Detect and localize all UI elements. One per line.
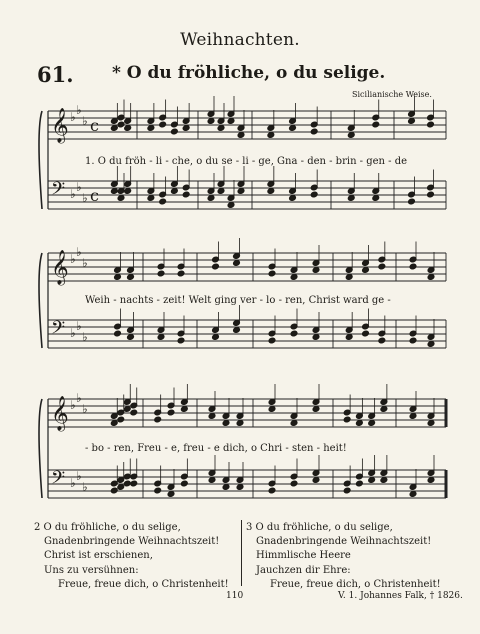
note-head — [147, 195, 155, 202]
note-head — [408, 118, 416, 125]
note-head — [117, 484, 125, 491]
flat-sign: ♭ — [76, 180, 82, 194]
note-head — [207, 118, 215, 125]
note-head — [130, 409, 138, 416]
note-head — [290, 330, 298, 337]
note-head — [290, 420, 298, 427]
note-head — [123, 480, 131, 487]
note-head — [268, 406, 276, 413]
note-head — [110, 487, 118, 494]
note-head — [427, 341, 435, 348]
note-head — [212, 263, 220, 270]
note-head — [114, 330, 122, 337]
verse-line: Himmlische Heere — [256, 550, 351, 562]
verse-line: Uns zu versühnen: — [44, 564, 139, 576]
system-brace — [39, 399, 42, 498]
flat-sign: ♭ — [70, 476, 76, 490]
note-head — [267, 132, 275, 139]
lyric-line-3: - bo - ren, Freu - e, freu - e dich, o Chri - sten - heit! — [85, 443, 347, 454]
note-head — [110, 420, 118, 427]
system-brace — [39, 111, 42, 209]
note-head — [312, 267, 320, 274]
note-head — [427, 121, 435, 128]
treble-clef: 𝄞 — [51, 396, 69, 431]
hymn-title: * O du fröhliche, o du selige. — [112, 63, 386, 83]
note-head — [124, 188, 132, 195]
verse-3 — [246, 521, 441, 592]
flat-sign: ♭ — [76, 245, 82, 259]
note-head — [343, 487, 351, 494]
note-head — [310, 128, 318, 135]
note-head — [267, 188, 275, 195]
note-head — [127, 334, 135, 341]
note-head — [237, 132, 245, 139]
hymn-number: 61. — [37, 62, 74, 87]
flat-sign: ♭ — [76, 103, 82, 117]
note-head — [368, 420, 376, 427]
note-head — [208, 477, 216, 484]
note-head — [182, 125, 190, 132]
note-head — [171, 128, 179, 135]
note-head — [147, 125, 155, 132]
note-head — [159, 121, 167, 128]
note-head — [227, 118, 235, 125]
note-head — [222, 484, 230, 491]
time-signature: c — [90, 186, 99, 205]
note-head — [233, 327, 241, 334]
note-head — [157, 270, 165, 277]
note-head — [171, 188, 179, 195]
flat-sign: ♭ — [70, 252, 76, 266]
note-head — [372, 121, 380, 128]
verse-line: Gnadenbringende Weihnachtszeit! — [256, 536, 432, 548]
flat-sign: ♭ — [76, 319, 82, 333]
note-head — [345, 334, 353, 341]
note-head — [181, 480, 189, 487]
lyric-line-2: Weih - nachts - zeit! Welt ging ver - lo - ren, Christ ward ge - — [85, 295, 391, 306]
note-head — [312, 334, 320, 341]
flat-sign: ♭ — [82, 114, 88, 128]
note-head — [268, 270, 276, 277]
page-number: 110 — [226, 591, 244, 601]
note-head — [347, 195, 355, 202]
system-brace — [39, 253, 42, 348]
verse-line: Christ ist erschienen, — [44, 550, 153, 562]
verse-line: 3 O du fröhliche, o du selige, — [246, 522, 393, 533]
note-head — [312, 406, 320, 413]
verse-2 — [34, 521, 229, 592]
bass-clef: 𝄢 — [51, 318, 66, 343]
note-head — [167, 491, 175, 498]
flat-sign: ♭ — [70, 398, 76, 412]
note-head — [208, 413, 216, 420]
note-head — [362, 330, 370, 337]
note-head — [127, 274, 135, 281]
note-head — [268, 487, 276, 494]
note-head — [427, 477, 435, 484]
note-head — [217, 125, 225, 132]
note-head — [124, 125, 132, 132]
note-head — [181, 406, 189, 413]
text-credit: V. 1. Johannes Falk, † 1826. — [338, 591, 463, 601]
verse-line: Gnadenbringende Weihnachtszeit! — [44, 536, 220, 548]
treble-clef: 𝄞 — [51, 108, 69, 143]
note-head — [409, 491, 417, 498]
note-head — [427, 274, 435, 281]
note-head — [154, 416, 162, 423]
flat-sign: ♭ — [82, 480, 88, 494]
note-head — [117, 416, 125, 423]
note-head — [123, 406, 131, 413]
note-head — [212, 334, 220, 341]
note-head — [378, 337, 386, 344]
note-head — [427, 191, 435, 198]
note-head — [380, 406, 388, 413]
flat-sign: ♭ — [70, 110, 76, 124]
flat-sign: ♭ — [70, 326, 76, 340]
note-head — [356, 480, 364, 487]
lyric-line-1: 1. O du fröh - li - che, o du se - li - ge, Gna - den - brin - gen - de — [85, 156, 408, 167]
verse-line: Freue, freue dich, o Christenheit! — [58, 578, 229, 590]
section-title: Weihnachten. — [180, 30, 300, 50]
time-signature: c — [90, 116, 99, 135]
note-head — [356, 420, 364, 427]
note-head — [117, 121, 125, 128]
note-head — [409, 337, 417, 344]
flat-sign: ♭ — [82, 191, 88, 205]
treble-clef: 𝄞 — [51, 250, 69, 285]
note-head — [227, 202, 235, 209]
flat-sign: ♭ — [70, 187, 76, 201]
note-head — [290, 274, 298, 281]
note-head — [408, 198, 416, 205]
flat-sign: ♭ — [82, 256, 88, 270]
note-head — [207, 195, 215, 202]
note-head — [236, 484, 244, 491]
bass-clef: 𝄢 — [51, 468, 66, 493]
tune-attribution: Sicilianische Weise. — [352, 90, 432, 99]
note-head — [159, 198, 167, 205]
note-head — [130, 480, 138, 487]
note-head — [114, 274, 122, 281]
note-head — [372, 195, 380, 202]
note-head — [362, 267, 370, 274]
note-head — [177, 337, 185, 344]
note-head — [182, 191, 190, 198]
note-head — [345, 274, 353, 281]
note-head — [312, 477, 320, 484]
flat-sign: ♭ — [76, 391, 82, 405]
note-head — [368, 477, 376, 484]
note-head — [343, 416, 351, 423]
note-head — [310, 191, 318, 198]
note-head — [222, 420, 230, 427]
flat-sign: ♭ — [82, 330, 88, 344]
verse-line: Freue, freue dich, o Christenheit! — [270, 578, 441, 590]
note-head — [167, 409, 175, 416]
note-head — [409, 263, 417, 270]
note-head — [347, 132, 355, 139]
verse-line: Jauchzen dir Ehre: — [256, 564, 351, 576]
note-head — [268, 337, 276, 344]
note-head — [154, 487, 162, 494]
note-head — [217, 188, 225, 195]
note-head — [378, 263, 386, 270]
note-head — [380, 477, 388, 484]
note-head — [177, 270, 185, 277]
note-head — [111, 125, 119, 132]
note-head — [233, 260, 241, 267]
flat-sign: ♭ — [76, 469, 82, 483]
note-head — [236, 420, 244, 427]
note-head — [409, 413, 417, 420]
note-head — [111, 188, 119, 195]
bass-clef: 𝄢 — [51, 179, 66, 204]
column-divider — [241, 520, 242, 586]
note-head — [289, 195, 297, 202]
note-head — [157, 334, 165, 341]
note-head — [427, 420, 435, 427]
note-head — [289, 125, 297, 132]
verse-line: 2 O du fröhliche, o du selige, — [34, 522, 181, 533]
note-head — [117, 195, 125, 202]
flat-sign: ♭ — [82, 402, 88, 416]
note-head — [237, 188, 245, 195]
note-head — [290, 480, 298, 487]
